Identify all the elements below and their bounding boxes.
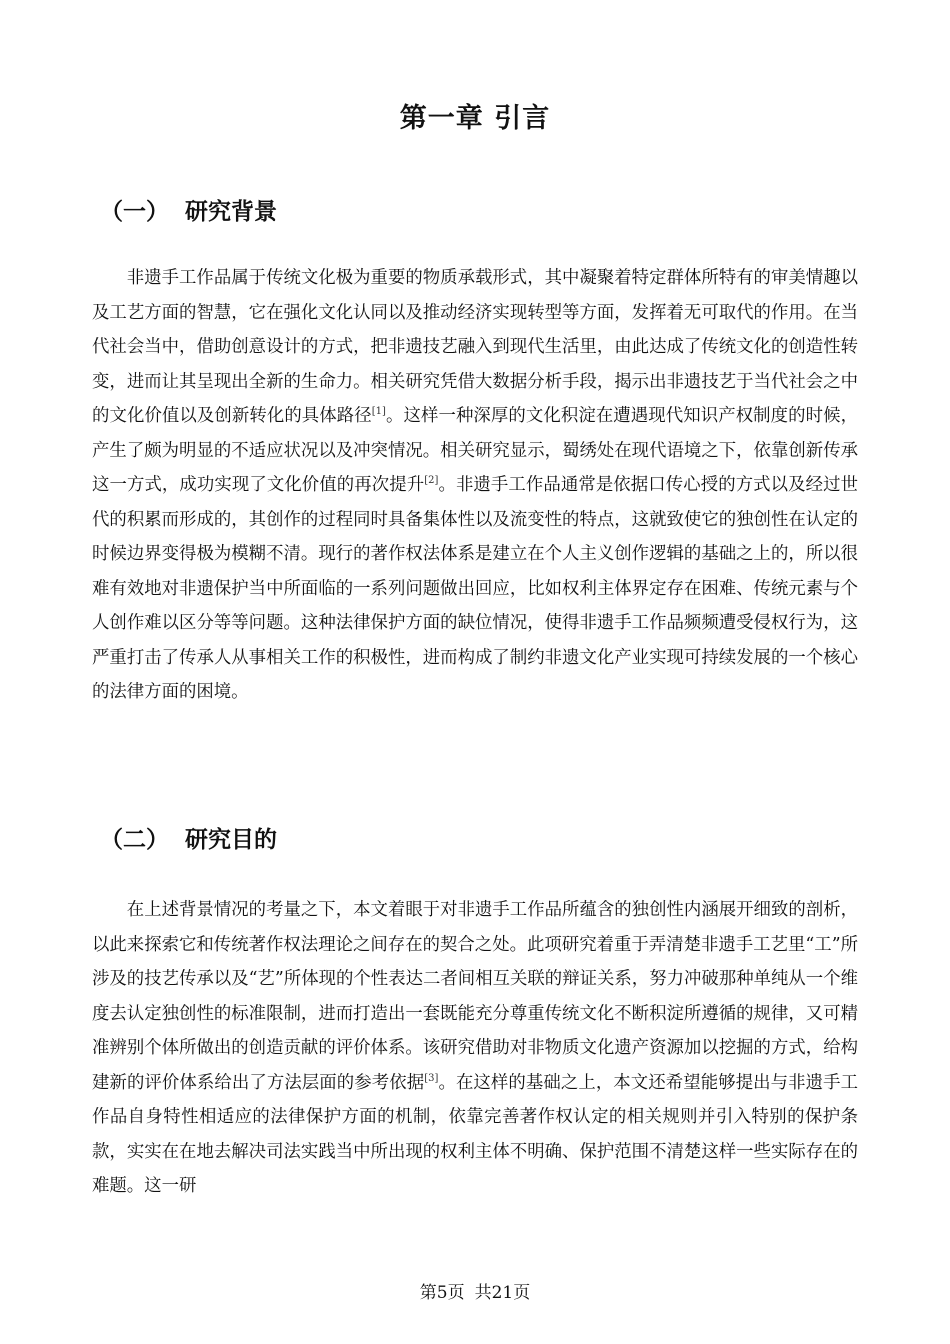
section-number: （一）: [100, 199, 169, 225]
citation-2: [2]: [424, 475, 439, 486]
page-number: 第5页: [419, 1283, 465, 1303]
section-title: 研究目的: [185, 827, 277, 853]
page-footer: [0, 1278, 950, 1303]
citation-1: [1]: [371, 406, 386, 417]
section-number: （二）: [100, 827, 169, 853]
paragraph-research-background: [92, 261, 858, 710]
paragraph-text: 。这样一种深厚的文化积淀在遭遇现代知识产权制度的时候，产生了颇为明显的不适应状况以及冲突情况。相关研究显示，蜀绣处在现代语境之下，依靠创新传承这一方式，成功实现了文化价值的再次提升: [92, 406, 858, 495]
paragraph-research-purpose: [92, 893, 858, 1204]
citation-3: [3]: [424, 1072, 439, 1084]
paragraph-text: 。非遗手工作品通常是依据口传心授的方式以及经过世代的积累而形成的，其创作的过程同时具备集体性以及流变性的特点，这就致使它的独创性在认定的时候边界变得极为模糊不清。现行的著作权法体系是建立在个人主义创作逻辑的基础之上的，所以很难有效地对非遗保护当中所面临的一系列问题做出回应，比如权利主体界定存在困难、传统元素与个人创作难以区分等等问题。这种法律保护方面的缺位情况，使得非遗手工作品频频遭受侵权行为，这严重打击了传承人从事相关工作的积极性，进而构成了制约非遗文化产业实现可持续发展的一个核心的法律方面的困境。: [92, 475, 858, 702]
section-title: 研究背景: [185, 199, 277, 225]
paragraph-text: 在上述背景情况的考量之下，本文着眼于对非遗手工作品所蕴含的独创性内涵展开细致的剖析，以此来探索它和传统著作权法理论之间存在的契合之处。此项研究着重于弄清楚非遗手工艺里“工”所涉及的技艺传承以及“艺”所体现的个性表达二者间相互关联的辩证关系，努力冲破那种单纯从一个维度去认定独创性的标准限制，进而打造出一套既能充分尊重传统文化不断积淀所遵循的规律，又可精准辨别个体所做出的创造贡献的评价体系。该研究借助对非物质文化遗产资源加以挖掘的方式，给构建新的评价体系给出了方法层面的参考依据: [92, 900, 858, 1093]
paragraph-text: 。在这样的基础之上，本文还希望能够提出与非遗手工作品自身特性相适应的法律保护方面的机制，依靠完善著作权认定的相关规则并引入特别的保护条款，实实在在地去解决司法实践当中所出现的权利主体不明确、保护范围不清楚这样一些实际存在的难题。这一研: [92, 1072, 858, 1196]
section-heading-background: [100, 193, 277, 226]
chapter-title: 第一章 引言: [399, 103, 551, 134]
page-total: 共21页: [474, 1283, 531, 1303]
paragraph-text: 非遗手工作品属于传统文化极为重要的物质承载形式，其中凝聚着特定群体所特有的审美情趣以及工艺方面的智慧，它在强化文化认同以及推动经济实现转型等方面，发挥着无可取代的作用。在当代社会当中，借助创意设计的方式，把非遗技艺融入到现代生活里，由此达成了传统文化的创造性转变，进而让其呈现出全新的生命力。相关研究凭借大数据分析手段，揭示出非遗技艺于当代社会之中的文化价值以及创新转化的具体路径: [92, 268, 858, 426]
section-heading-purpose: [100, 821, 277, 854]
